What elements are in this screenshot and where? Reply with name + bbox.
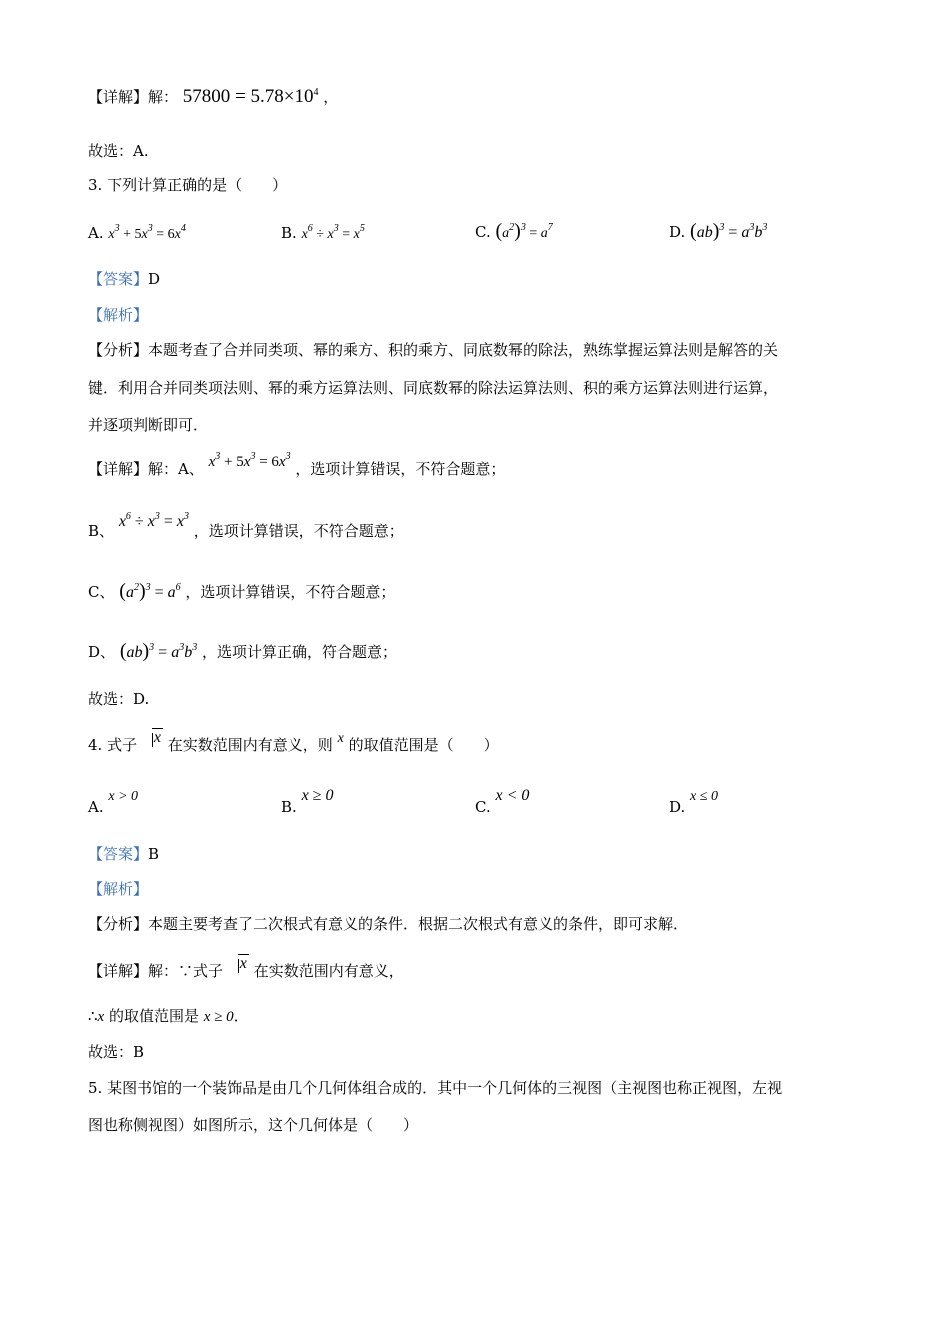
q5-line1: 5. 某图书馆的一个装饰品是由几个几何体组合成的．其中一个几何体的三视图（主视图也称正视图，左视 bbox=[88, 1079, 783, 1097]
sqrt-x-math-detail: x bbox=[228, 953, 249, 975]
q3-analysis-line2: 键．利用合并同类项法则、幂的乘方运算法则、同底数幂的除法运算法则、积的乘方运算法则进行运算， bbox=[88, 379, 779, 397]
q3-detail-b: B、 $x^6 \div x^3 = x^3$ ，选项计算错误，不符合题意； bbox=[88, 511, 404, 540]
q3-detail-d: D、 $(ab)^3 = a^3b^3$ ，选项计算正确，符合题意； bbox=[88, 640, 397, 662]
q3-analysis-label: 【解析】 bbox=[88, 306, 149, 324]
prev-choice: 故选：A. bbox=[88, 142, 149, 160]
q4-conclusion: ∴x 的取值范围是 x ≥ 0． bbox=[88, 1007, 249, 1025]
q3-option-d: D. $(ab)^3 = a^3b^3$ bbox=[669, 220, 768, 242]
prev-detail-label: 【详解】解： bbox=[88, 88, 179, 106]
q5-line2: 图也称侧视图）如图所示，这个几何体是（ ） bbox=[88, 1116, 419, 1134]
q4-option-a: A. x > 0 bbox=[88, 789, 139, 816]
q4-stem: 4. 式子 x 在实数范围内有意义，则 x 的取值范围是（ ） bbox=[88, 729, 499, 754]
q3-analysis-line1: 【分析】本题考查了合并同类项、幂的乘方、积的乘方、同底数幂的除法，熟练掌握运算法则是解答的关 bbox=[88, 341, 779, 359]
q3-detail-c: C、 $(a^2)^3 = a^6$ ，选项计算错误，不符合题意； bbox=[88, 580, 396, 602]
q4-option-b: B. x ≥ 0 bbox=[281, 787, 334, 816]
q4-option-d: D. x ≤ 0 bbox=[669, 789, 718, 816]
prev-detail-math: $57800 = 5.78\times 10^4$ bbox=[182, 86, 319, 107]
q4-analysis-line: 【分析】本题主要考查了二次根式有意义的条件．根据二次根式有意义的条件，即可求解． bbox=[88, 915, 689, 933]
sqrt-x-math: x bbox=[142, 727, 163, 749]
q3-choice: 故选：D. bbox=[88, 690, 150, 708]
q3-option-c: C. $(a^2)^3 = a^7$ bbox=[475, 220, 553, 242]
q3-option-a: A. $x^3 + 5x^3 = 6x^4$ bbox=[88, 223, 186, 242]
prev-detail: 【详解】解： $57800 = 5.78\times 10^4$ ， bbox=[88, 86, 339, 107]
q4-detail: 【详解】解：∵式子 x 在实数范围内有意义， bbox=[88, 955, 404, 980]
q4-answer: 【答案】B bbox=[88, 845, 160, 863]
q4-choice: 故选：B bbox=[88, 1043, 145, 1061]
q3-detail-a: 【详解】解：A、 $x^3 + 5x^3 = 6x^3$ ，选项计算错误，不符合题意； bbox=[88, 451, 506, 478]
q4-option-c: C. x < 0 bbox=[475, 787, 530, 816]
q4-analysis-label: 【解析】 bbox=[88, 880, 149, 898]
q3-option-b: B. $x^6 \div x^3 = x^5$ bbox=[281, 223, 365, 242]
q3-analysis-line3: 并逐项判断即可． bbox=[88, 416, 209, 434]
q3-stem: 3. 下列计算正确的是（ ） bbox=[88, 176, 288, 194]
q3-answer: 【答案】D bbox=[88, 270, 161, 288]
